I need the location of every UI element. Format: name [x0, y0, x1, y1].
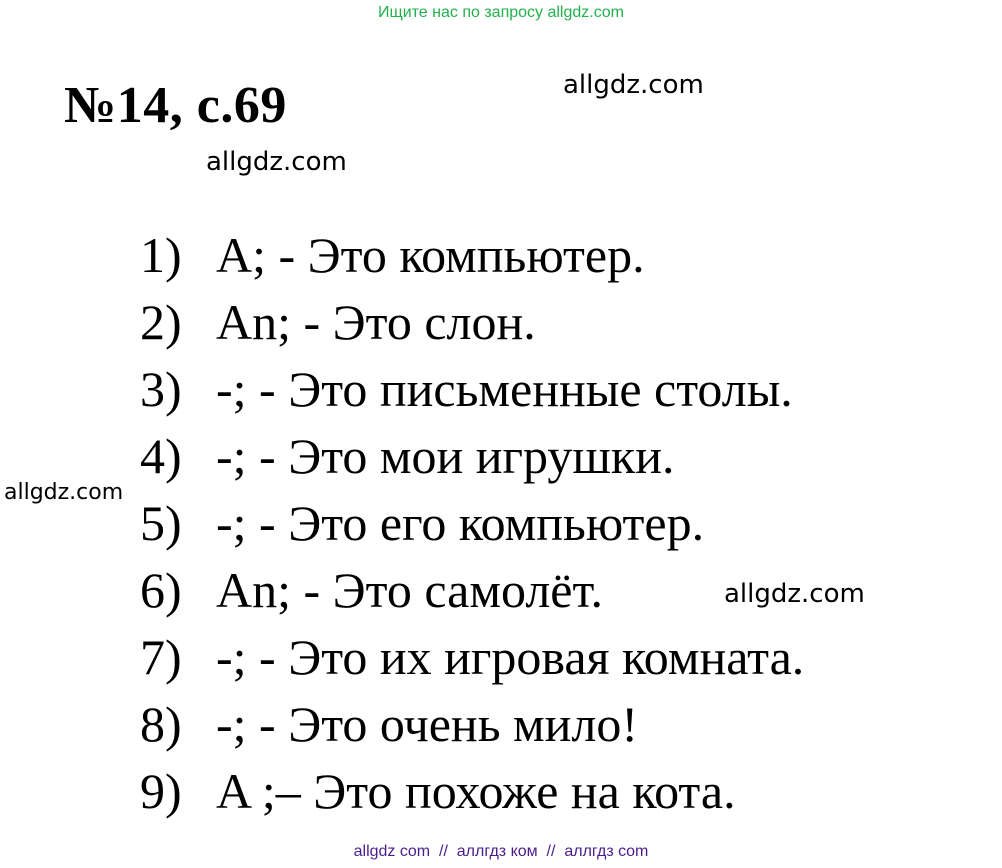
- answer-text: -; - Это его компьютер.: [216, 495, 705, 551]
- answer-item: [140, 691, 804, 758]
- answer-item: [140, 423, 804, 490]
- answer-number: 9): [140, 763, 182, 819]
- answer-text: -; - Это их игровая комната.: [216, 629, 805, 685]
- answer-number: 4): [140, 428, 182, 484]
- answer-number: 6): [140, 562, 182, 618]
- answer-number: 7): [140, 629, 182, 685]
- footer-links[interactable]: allgdz com // аллгдз ком // аллгдз com: [353, 843, 649, 860]
- exercise-heading: №14, с.69: [64, 77, 287, 134]
- answer-item: [140, 356, 804, 423]
- answer-number: 5): [140, 495, 182, 551]
- answer-text: -; - Это письменные столы.: [216, 361, 793, 417]
- answer-item: [140, 624, 804, 691]
- answer-item: [140, 758, 804, 825]
- answer-number: 1): [140, 227, 182, 283]
- answer-list: [140, 222, 804, 825]
- answer-item: [140, 557, 804, 624]
- answer-item: [140, 289, 804, 356]
- answer-item: [140, 490, 804, 557]
- answer-number: 2): [140, 294, 182, 350]
- watermark: allgdz.com: [563, 70, 704, 100]
- answer-number: 3): [140, 361, 182, 417]
- answer-text: A ;– Это похоже на кота.: [216, 763, 736, 819]
- watermark: allgdz.com: [4, 480, 124, 505]
- watermark: allgdz.com: [724, 579, 865, 609]
- answer-text: An; - Это самолёт.: [216, 562, 604, 618]
- answer-item: [140, 222, 804, 289]
- top-banner-link[interactable]: Ищите нас по запросу allgdz.com: [378, 4, 624, 21]
- watermark: allgdz.com: [206, 147, 347, 177]
- answer-text: An; - Это слон.: [216, 294, 536, 350]
- answer-text: A; - Это компьютер.: [216, 227, 645, 283]
- answer-number: 8): [140, 696, 182, 752]
- answer-text: -; - Это очень мило!: [216, 696, 638, 752]
- answer-text: -; - Это мои игрушки.: [216, 428, 675, 484]
